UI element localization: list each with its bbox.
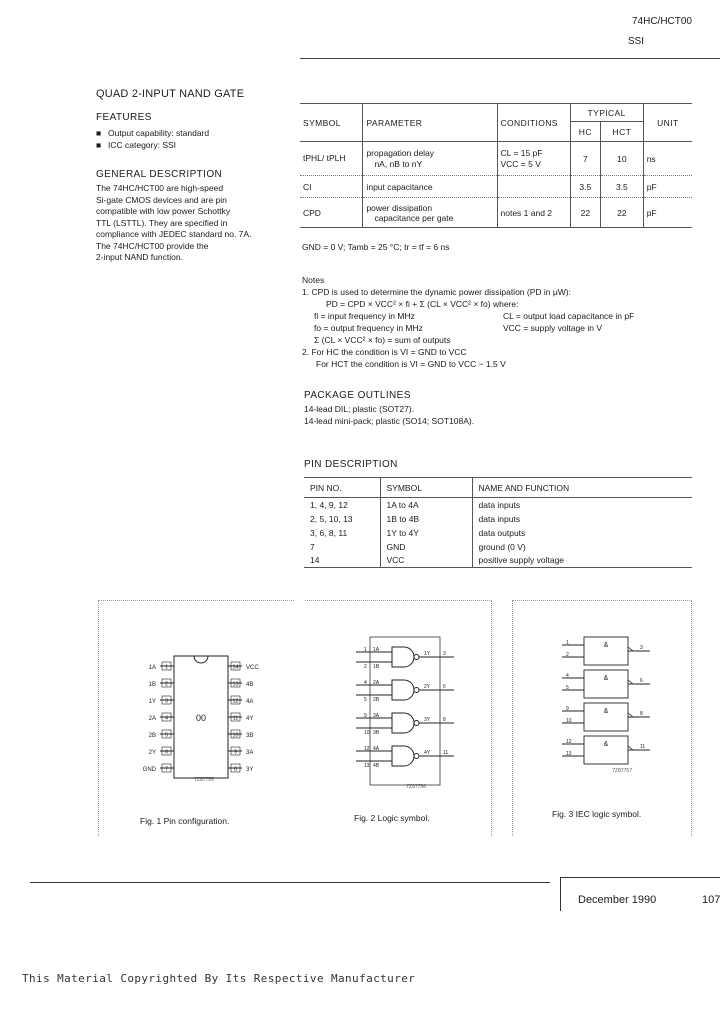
general-description-text: The 74HC/HCT00 are high-speed Si-gate CMOS devices and are pin compatible with low power Schottky TTL (LSTTL). They are specified in compliance with JEDEC standard no. 7A. The 74HC/HCT00 provide the 2-input NAND function. <box>96 183 252 262</box>
pin-name: 1B <box>148 682 156 688</box>
pin-number: 1 <box>164 664 169 671</box>
pin-number: 5 <box>164 732 169 739</box>
gate-output-number: 6 <box>443 684 446 690</box>
gate-input-number: 10 <box>364 730 370 736</box>
gate-output-name: 1Y <box>424 651 431 657</box>
gate-input-name: 1A <box>373 647 380 653</box>
features-heading: FEATURES <box>96 112 152 123</box>
gate-input-number: 5 <box>364 697 367 703</box>
iec-negation-indicator <box>628 647 633 651</box>
pin-number: 10 <box>232 732 239 739</box>
inverter-bubble <box>414 655 419 660</box>
row-unit: ns <box>643 142 692 176</box>
left-pin-group <box>143 662 174 773</box>
pin-number: 14 <box>232 664 239 671</box>
pin-name: 2B <box>148 733 156 739</box>
footer-divider <box>560 877 561 911</box>
nand-gate-icon <box>392 647 414 667</box>
col-pin-symbol: SYMBOL <box>380 478 472 498</box>
table-row: 7 GND ground (0 V) <box>304 540 692 554</box>
gate-output-number: 3 <box>443 651 446 657</box>
pin-number: 3 <box>164 698 169 705</box>
iec-input-number: 1 <box>566 640 569 646</box>
pin-number: 12 <box>232 698 239 705</box>
notes-heading: Notes <box>302 275 325 285</box>
row-parameter: propagation delay nA, nB to nY <box>363 142 497 176</box>
row-conditions: notes 1 and 2 <box>497 198 570 228</box>
gate-input-number: 1 <box>364 647 367 653</box>
header-rule <box>300 58 720 59</box>
iec-input-number: 4 <box>566 673 569 679</box>
chip-label: 00 <box>195 713 207 723</box>
iec-input-number: 12 <box>566 739 572 745</box>
features-list <box>96 128 209 151</box>
row-unit: pF <box>643 176 692 198</box>
characteristics-table <box>300 103 692 228</box>
gate-output-name: 4Y <box>424 750 431 756</box>
page-title: QUAD 2-INPUT NAND GATE <box>96 88 245 100</box>
inverter-bubble <box>414 688 419 693</box>
row-hc: 7 <box>570 142 600 176</box>
iec-output-number: 11 <box>640 744 646 750</box>
row-hc: 22 <box>570 198 600 228</box>
pin-name: 3A <box>246 750 254 756</box>
pin-name: 1A <box>148 665 156 671</box>
col-symbol: SYMBOL <box>300 104 363 142</box>
row-symbol: CI <box>300 176 363 198</box>
iec-negation-indicator <box>628 746 633 750</box>
figure-3-caption: Fig. 3 IEC logic symbol. <box>552 809 642 819</box>
iec-output-number: 3 <box>640 645 643 651</box>
package-outlines-text: 14-lead DIL; plastic (SOT27). 14-lead mini-pack; plastic (SO14; SOT108A). <box>304 404 475 426</box>
pin-name: 3B <box>246 733 254 739</box>
footer-date: December 1990 <box>578 894 657 906</box>
iec-negation-indicator <box>628 680 633 684</box>
chip-code: 7Z87755 <box>194 777 214 783</box>
inverter-bubble <box>414 721 419 726</box>
table-row: 2, 5, 10, 13 1B to 4B data inputs <box>304 512 692 526</box>
footer-page-number: 107 <box>702 894 720 906</box>
iec-negation-indicator <box>628 713 633 717</box>
pin-number: 11 <box>232 715 239 722</box>
bullet-icon: ■ <box>96 128 102 138</box>
gate-output-name: 2Y <box>424 684 431 690</box>
iec-code: 7Z87757 <box>612 768 632 774</box>
package-outlines-heading: PACKAGE OUTLINES <box>304 390 411 401</box>
col-conditions: CONDITIONS <box>497 104 570 142</box>
pin-description-table <box>304 477 692 568</box>
nand-gate-icon <box>392 746 414 766</box>
iec-output-number: 6 <box>640 678 643 684</box>
header-family: SSI <box>627 36 644 47</box>
col-hc: HC <box>570 122 600 142</box>
pin-description-heading: PIN DESCRIPTION <box>304 459 398 470</box>
iec-input-number: 13 <box>566 751 572 757</box>
feature-item: ■ ICC category: SSI <box>96 139 177 150</box>
row-symbol: CPD <box>300 198 363 228</box>
row-hct: 3.5 <box>601 176 644 198</box>
iec-and-symbol: & <box>603 675 609 682</box>
gate-input-number: 9 <box>364 713 367 719</box>
logic-code: 7Z87756 <box>406 784 426 790</box>
gate-input-number: 13 <box>364 763 370 769</box>
iec-output-number: 8 <box>640 711 643 717</box>
gate-input-name: 4B <box>373 763 380 769</box>
logic-frame <box>370 637 440 785</box>
gate-input-number: 2 <box>364 664 367 670</box>
chip-notch <box>194 656 208 663</box>
iec-and-symbol: & <box>603 708 609 715</box>
row-parameter: input capacitance <box>363 176 497 198</box>
logic-symbol-diagram <box>350 635 460 790</box>
table-header-row <box>304 478 692 498</box>
copyright-notice: This Material Copyrighted By Its Respective Manufacturer <box>22 972 416 985</box>
nand-gate-icon <box>392 680 414 700</box>
pin-name: 2A <box>148 716 156 722</box>
row-hct: 10 <box>601 142 644 176</box>
header-part-number: 74HC/HCT00 <box>631 16 692 27</box>
gate-input-name: 3A <box>373 713 380 719</box>
gate-output-number: 11 <box>443 750 449 756</box>
pin-number: 8 <box>233 766 238 773</box>
table-header-row-1 <box>300 104 692 122</box>
pin-number: 6 <box>164 749 169 756</box>
footer-rule-right <box>560 877 720 878</box>
pin-name: 4A <box>246 699 254 705</box>
pin-name: 4B <box>246 682 254 688</box>
gate-input-name: 2B <box>373 697 380 703</box>
pin-number: 9 <box>233 749 238 756</box>
col-parameter: PARAMETER <box>363 104 497 142</box>
row-conditions <box>497 176 570 198</box>
notes-block: Notes 1. CPD is used to determine the dynamic power dissipation (PD in μW): PD = CPD × VCC² × fi + Σ (CL × VCC² × fo) where: fi = input frequency in MHz fo = output frequency in MHz Σ (CL × VCC² × fo) = sum of outputs 2. For HC the condition is VI = GND to VCC For HCT the condition is VI = GND to VCC − 1.5 V <box>302 274 702 370</box>
general-description-heading: GENERAL DESCRIPTION <box>96 169 223 180</box>
pin-name: GND <box>142 767 156 773</box>
col-pin-name: NAME AND FUNCTION <box>472 478 692 498</box>
gate-input-name: 3B <box>373 730 380 736</box>
bullet-icon: ■ <box>96 139 102 150</box>
iec-symbol-diagram <box>560 635 670 775</box>
table-row: 3, 6, 8, 11 1Y to 4Y data outputs <box>304 526 692 540</box>
right-pin-group <box>228 662 259 773</box>
col-pin-no: PIN NO. <box>304 478 380 498</box>
row-parameter: power dissipation capacitance per gate <box>363 198 497 228</box>
pin-name: 2Y <box>148 750 156 756</box>
pin-number: 4 <box>164 715 169 722</box>
table-row: 1, 4, 9, 12 1A to 4A data inputs <box>304 498 692 512</box>
gate-output-number: 8 <box>443 717 446 723</box>
gate-output-name: 3Y <box>424 717 431 723</box>
pin-name: VCC <box>246 665 259 671</box>
table-footnote: GND = 0 V; Tamb = 25 °C; tr = tf = 6 ns <box>302 242 450 252</box>
table-row: 14 VCC positive supply voltage <box>304 554 692 568</box>
gate-input-name: 1B <box>373 664 380 670</box>
col-hct: HCT <box>601 122 644 142</box>
figure-1-caption: Fig. 1 Pin configuration. <box>140 816 230 826</box>
pin-name: 3Y <box>246 767 254 773</box>
col-unit: UNIT <box>643 104 692 142</box>
gate-input-name: 4A <box>373 746 380 752</box>
pin-name: 4Y <box>246 716 254 722</box>
row-symbol: tPHL/ tPLH <box>303 153 346 163</box>
table-row <box>300 198 692 228</box>
row-hc: 3.5 <box>570 176 600 198</box>
gate-input-name: 2A <box>373 680 380 686</box>
notes-right-column: CL = output load capacitance in pF VCC = supply voltage in V <box>503 311 635 333</box>
iec-input-number: 5 <box>566 685 569 691</box>
row-conditions: CL = 15 pF VCC = 5 V <box>497 142 570 176</box>
nand-gates-group <box>356 647 454 769</box>
table-row <box>300 176 692 198</box>
pin-name: 1Y <box>148 699 156 705</box>
pin-number: 7 <box>164 766 169 773</box>
figure-2-caption: Fig. 2 Logic symbol. <box>354 813 430 823</box>
gate-input-number: 12 <box>364 746 370 752</box>
footer-rule-left <box>30 882 550 883</box>
row-unit: pF <box>643 198 692 228</box>
iec-input-number: 9 <box>566 706 569 712</box>
iec-and-symbol: & <box>603 642 609 649</box>
col-typical: TYPICAL <box>570 104 643 122</box>
iec-and-symbol: & <box>603 741 609 748</box>
iec-input-number: 10 <box>566 718 572 724</box>
inverter-bubble <box>414 754 419 759</box>
feature-item: ■ Output capability: standard <box>96 128 210 138</box>
pin-number: 2 <box>164 681 169 688</box>
iec-gates-group <box>562 637 650 764</box>
gate-input-number: 4 <box>364 680 367 686</box>
row-hct: 22 <box>601 198 644 228</box>
nand-gate-icon <box>392 713 414 733</box>
pin-number: 13 <box>232 681 239 688</box>
pin-configuration-diagram <box>100 640 295 790</box>
iec-input-number: 2 <box>566 652 569 658</box>
table-row <box>300 142 692 176</box>
